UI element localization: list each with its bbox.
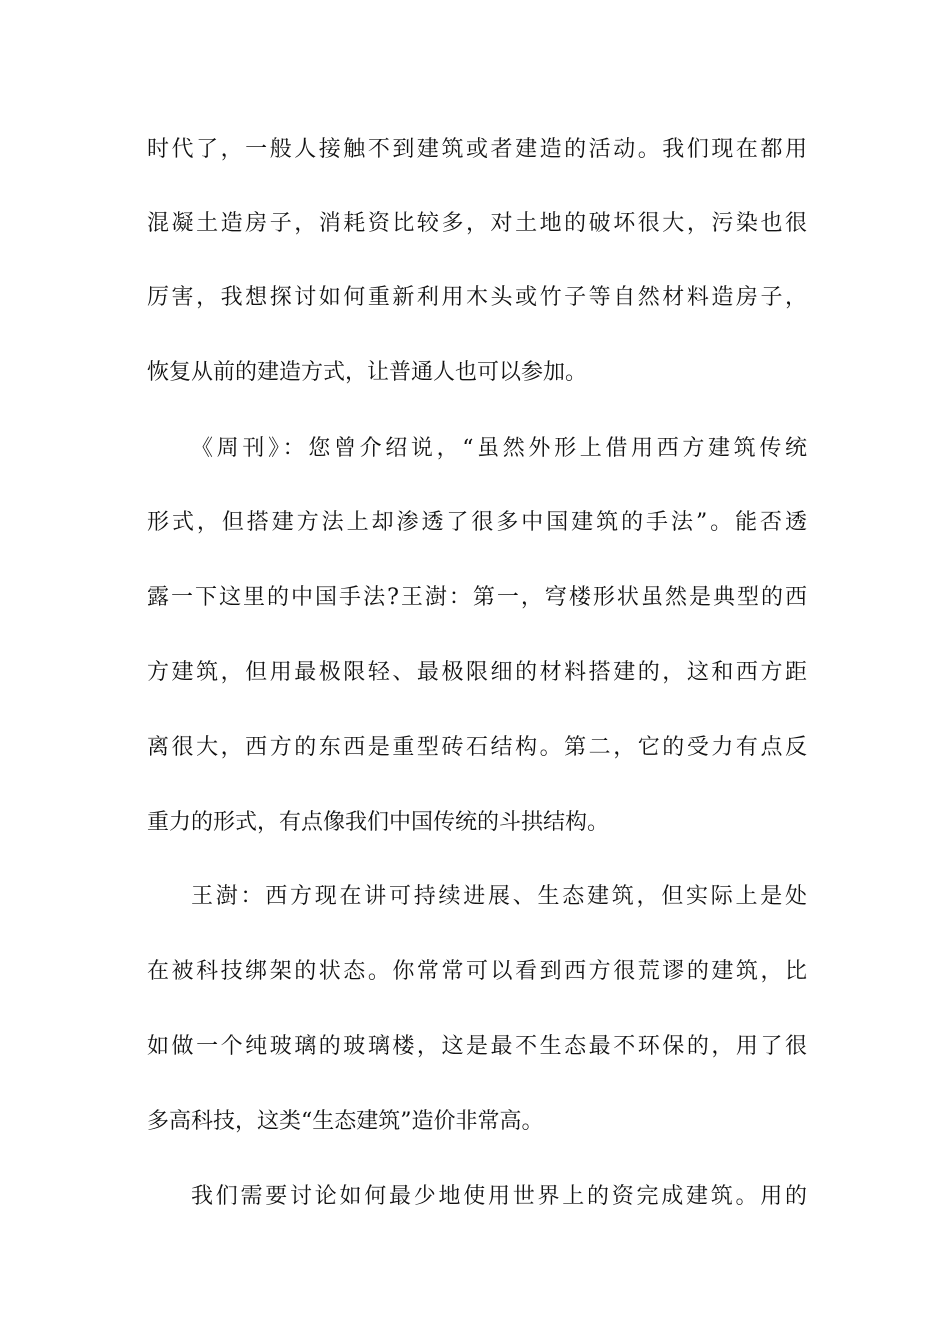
text-line: 形式，但搭建方法上却渗透了很多中国建筑的手法”。能否透	[147, 510, 807, 535]
text-line: 王澍：西方现在讲可持续进展、生态建筑，但实际上是处	[191, 884, 807, 909]
text-line: 露一下这里的中国手法?王澍：第一，穹楼形状虽然是典型的西	[147, 585, 807, 610]
text-line: 多高科技，这类“生态建筑”造价非常高。	[147, 1109, 544, 1134]
text-line: 在被科技绑架的状态。你常常可以看到西方很荒谬的建筑，比	[147, 959, 807, 984]
text-line: 《周刊》：您曾介绍说，“虽然外形上借用西方建筑传统	[191, 436, 807, 461]
text-line: 方建筑，但用最极限轻、最极限细的材料搭建的，这和西方距	[147, 660, 807, 685]
text-line: 混凝土造房子，消耗资比较多，对土地的破坏很大，污染也很	[147, 211, 807, 236]
text-line: 恢复从前的建造方式，让普通人也可以参加。	[147, 360, 588, 385]
text-line: 离很大，西方的东西是重型砖石结构。第二，它的受力有点反	[147, 735, 807, 760]
text-line: 时代了，一般人接触不到建筑或者建造的活动。我们现在都用	[147, 137, 807, 162]
text-line: 厉害，我想探讨如何重新利用木头或竹子等自然材料造房子，	[147, 285, 807, 310]
text-line: 重力的形式，有点像我们中国传统的斗拱结构。	[147, 810, 610, 835]
text-line: 我们需要讨论如何最少地使用世界上的资完成建筑。用的	[191, 1184, 807, 1209]
text-line: 如做一个纯玻璃的玻璃楼，这是最不生态最不环保的，用了很	[147, 1034, 807, 1059]
